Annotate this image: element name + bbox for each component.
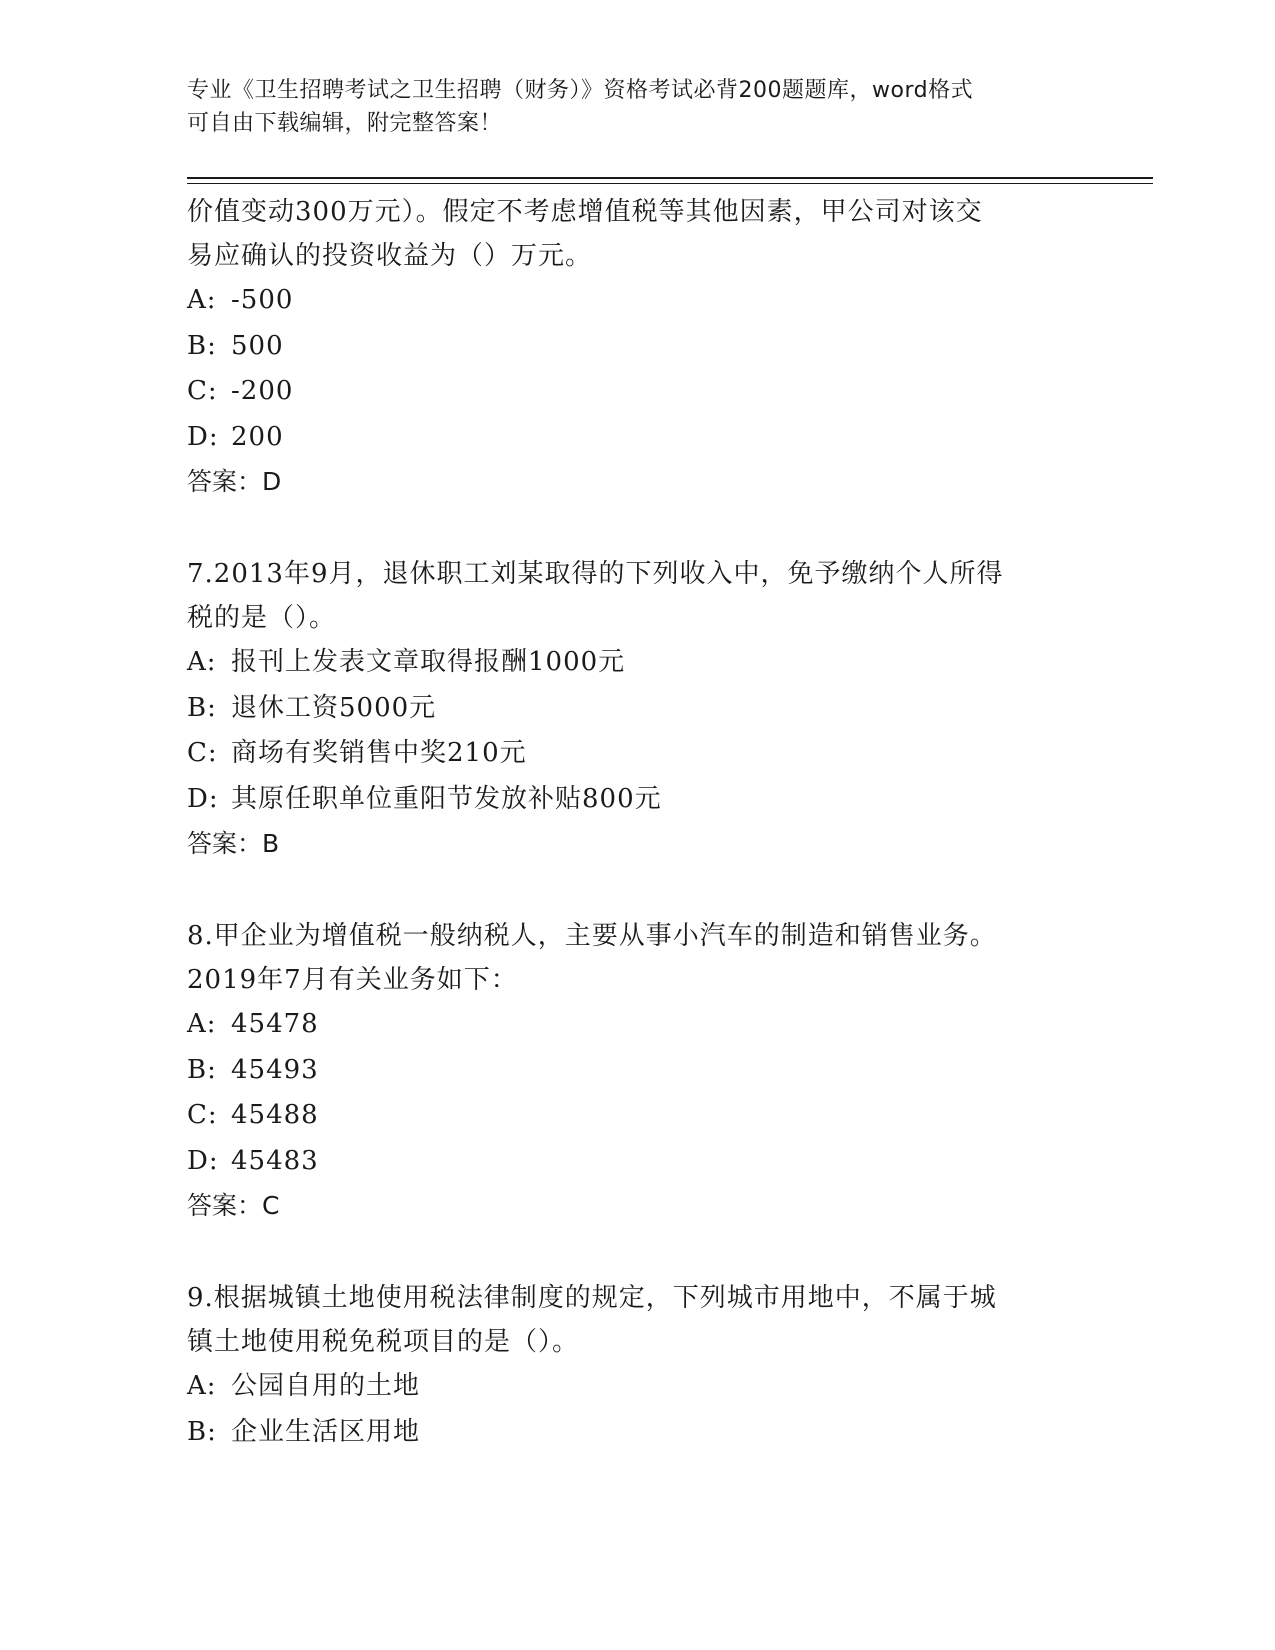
question-text-line: 税的是（）。 xyxy=(187,603,337,633)
option-d xyxy=(187,415,1087,461)
header-divider-thin xyxy=(187,183,1153,184)
option-text: 45493 xyxy=(231,1054,319,1085)
option-text: 45478 xyxy=(231,1009,319,1039)
option-letter: B: xyxy=(187,1054,217,1085)
option-text: 200 xyxy=(231,421,284,452)
document-header xyxy=(187,74,1067,140)
option-letter: D: xyxy=(187,1145,219,1176)
question-text-line: 镇土地使用税免税项目的是（）。 xyxy=(187,1327,580,1357)
question-text-line: 2019年7月有关业务如下： xyxy=(187,965,518,995)
question-text-line: 8.甲企业为增值税一般纳税人，主要从事小汽车的制造和销售业务。 xyxy=(187,921,997,951)
question-9 xyxy=(187,1276,1087,1455)
option-letter: A: xyxy=(187,647,217,677)
question-list xyxy=(187,190,1087,1455)
question-text-line: 易应确认的投资收益为（）万元。 xyxy=(187,241,593,271)
option-letter: C: xyxy=(187,738,218,768)
option-b xyxy=(187,686,1087,732)
header-line-1: 专业《卫生招聘考试之卫生招聘（财务）》资格考试必背200题题库，word格式 xyxy=(187,78,974,103)
question-text-line: 9.根据城镇土地使用税法律制度的规定，下列城市用地中，不属于城 xyxy=(187,1283,997,1313)
question-6 xyxy=(187,190,1087,504)
spacer xyxy=(187,866,1087,914)
question-7 xyxy=(187,552,1087,866)
spacer xyxy=(187,504,1087,552)
question-text-line: 价值变动300万元）。假定不考虑增值税等其他因素，甲公司对该交 xyxy=(187,197,983,227)
answer-line: 答案：D xyxy=(187,467,282,496)
option-a xyxy=(187,278,1087,324)
option-text: 500 xyxy=(231,330,284,361)
option-letter: A: xyxy=(187,285,217,315)
option-text: 报刊上发表文章取得报酬1000元 xyxy=(231,647,626,677)
option-text: 商场有奖销售中奖210元 xyxy=(231,738,527,768)
option-text: 45488 xyxy=(231,1100,319,1130)
option-text: 退休工资5000元 xyxy=(231,692,437,723)
option-letter: D: xyxy=(187,421,219,452)
option-letter: B: xyxy=(187,692,217,723)
option-b xyxy=(187,1410,1087,1456)
option-letter: C: xyxy=(187,376,218,406)
option-b xyxy=(187,324,1087,370)
option-a xyxy=(187,640,1087,686)
option-letter: A: xyxy=(187,1371,217,1401)
option-d xyxy=(187,777,1087,823)
option-letter: B: xyxy=(187,1416,217,1447)
option-letter: B: xyxy=(187,330,217,361)
header-line-2: 可自由下载编辑，附完整答案！ xyxy=(187,111,503,136)
answer-line: 答案：B xyxy=(187,829,280,858)
option-b xyxy=(187,1048,1087,1094)
option-text: 其原任职单位重阳节发放补贴800元 xyxy=(231,783,662,814)
option-text: 企业生活区用地 xyxy=(231,1416,421,1447)
option-c xyxy=(187,1093,1087,1139)
option-a xyxy=(187,1364,1087,1410)
question-8 xyxy=(187,914,1087,1228)
option-text: 公园自用的土地 xyxy=(231,1371,421,1401)
option-letter: D: xyxy=(187,783,219,814)
option-a xyxy=(187,1002,1087,1048)
answer-line: 答案：C xyxy=(187,1191,280,1220)
option-text: -500 xyxy=(231,285,294,315)
option-d xyxy=(187,1139,1087,1185)
question-text-line: 7.2013年9月，退休职工刘某取得的下列收入中，免予缴纳个人所得 xyxy=(187,559,1004,589)
option-text: 45483 xyxy=(231,1145,319,1176)
option-c xyxy=(187,731,1087,777)
option-text: -200 xyxy=(231,376,294,406)
option-letter: A: xyxy=(187,1009,217,1039)
header-divider-thick xyxy=(187,177,1153,179)
spacer xyxy=(187,1228,1087,1276)
option-letter: C: xyxy=(187,1100,218,1130)
option-c xyxy=(187,369,1087,415)
